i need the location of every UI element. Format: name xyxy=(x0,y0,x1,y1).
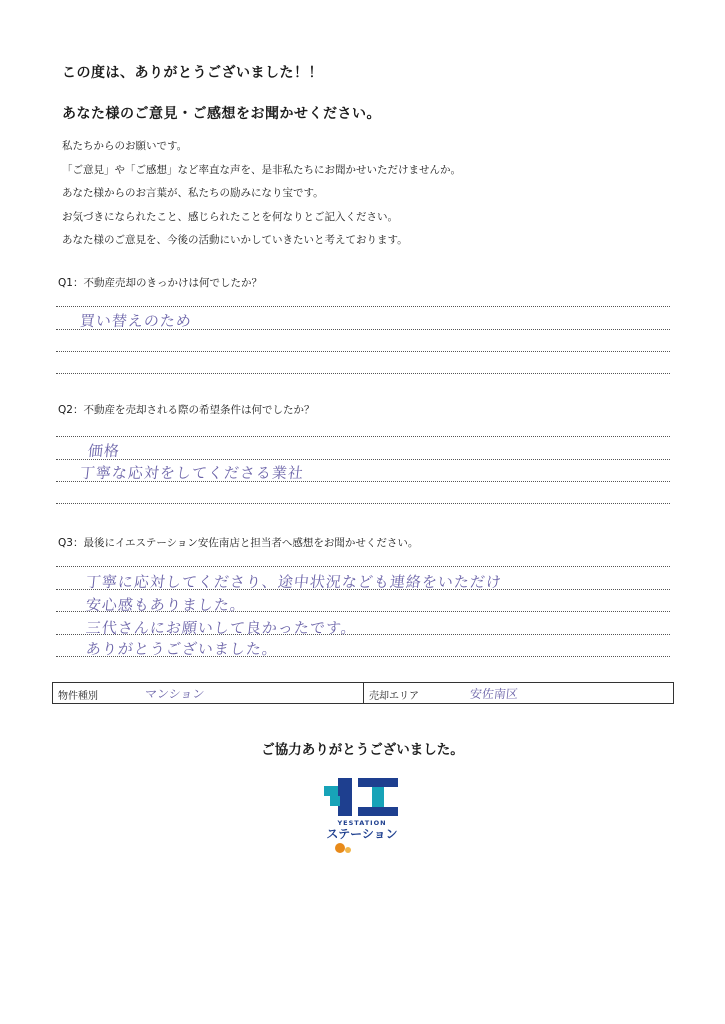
intro-text xyxy=(62,135,461,253)
page-title: この度は、ありがとうございました！！ xyxy=(62,65,323,81)
logo-block xyxy=(330,796,340,806)
answer-line xyxy=(56,503,670,504)
page-subtitle: あなた様のご意見・ご感想をお聞かせください。 xyxy=(62,106,381,122)
answer-line xyxy=(56,373,670,374)
answer-line xyxy=(56,566,670,567)
question-2-label: Q2：不動産を売却される際の希望条件は何でしたか？ xyxy=(58,404,315,416)
question-3-answer: 丁寧に応対してくださり、途中状況なども連絡をいただけ xyxy=(85,573,503,591)
question-1-label: Q1：不動産売却のきっかけは何でしたか？ xyxy=(58,277,262,289)
area-label: 売却エリア xyxy=(369,691,419,702)
property-type-cell xyxy=(53,683,364,703)
question-3-answer: ありがとうございました。 xyxy=(85,640,279,658)
logo-block xyxy=(372,787,384,809)
logo-block xyxy=(338,778,352,816)
area-cell xyxy=(364,683,673,703)
property-type-value: マンション xyxy=(144,687,206,701)
intro-line: あなた様からのお言葉が、私たちの励みになり宝です。 xyxy=(62,187,324,199)
answer-line xyxy=(56,436,670,437)
answer-line xyxy=(56,306,670,307)
logo-block xyxy=(324,786,338,796)
intro-line: あなた様のご意見を、今後の活動にいかしていきたいと考えております。 xyxy=(62,234,408,246)
intro-line: 私たちからのお願いです。 xyxy=(62,140,188,152)
logo-block xyxy=(358,807,398,816)
property-type-label: 物件種別 xyxy=(58,691,98,702)
question-3-answer: 三代さんにお願いして良かったです。 xyxy=(85,619,358,637)
logo-name-text: ステーション xyxy=(326,827,398,841)
question-2-answer: 丁寧な応対をしてくださる業社 xyxy=(79,464,305,482)
yestation-logo xyxy=(318,774,406,856)
area-value: 安佐南区 xyxy=(469,687,519,701)
thanks-message: ご協力ありがとうございました。 xyxy=(261,742,464,758)
question-3-label: Q3：最後にイエステーション安佐南店と担当者へ感想をお聞かせください。 xyxy=(58,537,419,549)
property-info-table xyxy=(52,682,674,704)
intro-line: 「ご意見」や「ご感想」など率直な声を、是非私たちにお聞かせいただけませんか。 xyxy=(62,163,461,176)
logo-mascot-icon xyxy=(335,843,345,853)
question-3-answer: 安心感もありました。 xyxy=(85,596,247,614)
answer-line xyxy=(56,351,670,352)
question-2-answer: 価格 xyxy=(87,442,121,460)
logo-block xyxy=(358,778,398,787)
question-1-answer: 買い替えのため xyxy=(79,312,193,330)
logo-mascot-icon xyxy=(345,847,351,853)
answer-line xyxy=(56,459,670,460)
logo-sub-text: YESTATION xyxy=(337,819,387,827)
intro-line: お気づきになられたこと、感じられたことを何なりとご記入ください。 xyxy=(62,210,398,223)
